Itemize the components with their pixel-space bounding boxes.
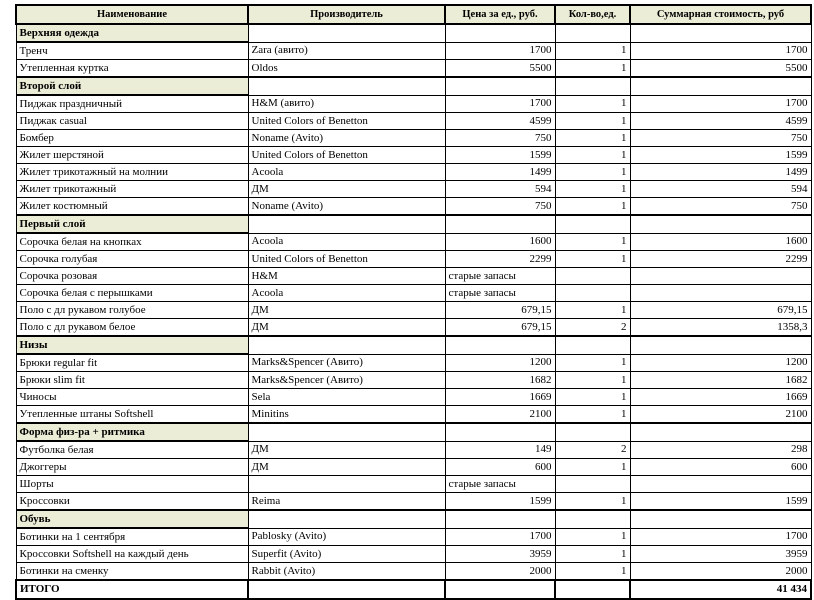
item-name-cell[interactable]: Сорочка белая на кнопках [16, 233, 248, 251]
sum-cell[interactable]: 2100 [630, 406, 811, 424]
maker-cell[interactable]: Superfit (Avito) [248, 546, 445, 563]
table-row [16, 233, 811, 251]
section-title[interactable]: Низы [16, 336, 248, 354]
item-name-cell[interactable]: Футболка белая [16, 441, 248, 459]
item-name-cell[interactable]: Утепленная куртка [16, 60, 248, 78]
maker-cell[interactable]: Zara (авито) [248, 42, 445, 60]
header-qty[interactable]: Кол-во,ед. [555, 5, 630, 24]
table-row [16, 60, 811, 78]
qty-cell[interactable]: 1 [555, 130, 630, 147]
table-row [16, 476, 811, 493]
maker-cell[interactable]: United Colors of Benetton [248, 147, 445, 164]
note-cell[interactable]: старые запасы [445, 268, 555, 285]
sum-cell[interactable]: 1200 [630, 354, 811, 372]
section-row [16, 510, 811, 528]
sum-cell[interactable] [630, 268, 811, 285]
price-cell[interactable]: 3959 [445, 546, 555, 563]
section-empty-cell[interactable] [248, 336, 445, 354]
table-row [16, 95, 811, 113]
price-cell[interactable]: 750 [445, 130, 555, 147]
qty-cell[interactable]: 1 [555, 563, 630, 581]
section-title[interactable]: Второй слой [16, 77, 248, 95]
item-name-cell[interactable]: Ботинки на 1 сентября [16, 528, 248, 546]
qty-cell[interactable]: 1 [555, 198, 630, 216]
maker-cell[interactable] [248, 476, 445, 493]
item-name-cell[interactable]: Жилет трикотажный [16, 181, 248, 198]
section-empty-cell[interactable] [248, 77, 445, 95]
sum-cell[interactable]: 1499 [630, 164, 811, 181]
price-cell[interactable]: 1682 [445, 372, 555, 389]
item-name-cell[interactable]: Сорочка белая с перышками [16, 285, 248, 302]
table-row [16, 441, 811, 459]
table-row [16, 546, 811, 563]
maker-cell[interactable]: Reima [248, 493, 445, 511]
item-name-cell[interactable]: Кроссовки Softshell на каждый день [16, 546, 248, 563]
wardrobe-cost-table [15, 4, 812, 600]
table-row [16, 198, 811, 216]
price-cell[interactable]: 1669 [445, 389, 555, 406]
header-maker[interactable]: Производитель [248, 5, 445, 24]
maker-cell[interactable]: ДМ [248, 459, 445, 476]
item-name-cell[interactable]: Жилет шерстяной [16, 147, 248, 164]
maker-cell[interactable]: Marks&Spencer (Авито) [248, 372, 445, 389]
qty-cell[interactable]: 1 [555, 459, 630, 476]
item-name-cell[interactable]: Кроссовки [16, 493, 248, 511]
item-name-cell[interactable]: Чиносы [16, 389, 248, 406]
section-empty-cell[interactable] [445, 336, 555, 354]
maker-cell[interactable]: Oldos [248, 60, 445, 78]
table-row [16, 389, 811, 406]
sum-cell[interactable]: 600 [630, 459, 811, 476]
price-cell[interactable]: 1599 [445, 493, 555, 511]
item-name-cell[interactable]: Пиджак праздничный [16, 95, 248, 113]
maker-cell[interactable]: Marks&Spencer (Авито) [248, 354, 445, 372]
sum-cell[interactable]: 679,15 [630, 302, 811, 319]
table-row [16, 147, 811, 164]
qty-cell[interactable]: 1 [555, 147, 630, 164]
price-cell[interactable]: 594 [445, 181, 555, 198]
total-value[interactable]: 41 434 [630, 580, 811, 599]
qty-cell[interactable]: 1 [555, 233, 630, 251]
item-name-cell[interactable]: Бомбер [16, 130, 248, 147]
table-row [16, 372, 811, 389]
qty-cell[interactable]: 1 [555, 164, 630, 181]
item-name-cell[interactable]: Брюки slim fit [16, 372, 248, 389]
total-empty-cell[interactable] [445, 580, 555, 599]
price-cell[interactable]: 149 [445, 441, 555, 459]
section-row [16, 215, 811, 233]
price-cell[interactable]: 750 [445, 198, 555, 216]
item-name-cell[interactable]: Жилет трикотажный на молнии [16, 164, 248, 181]
sum-cell[interactable]: 2000 [630, 563, 811, 581]
maker-cell[interactable]: Acoola [248, 285, 445, 302]
section-empty-cell[interactable] [630, 423, 811, 441]
price-cell[interactable]: 2000 [445, 563, 555, 581]
section-empty-cell[interactable] [555, 24, 630, 42]
section-empty-cell[interactable] [445, 215, 555, 233]
qty-cell[interactable]: 1 [555, 251, 630, 268]
maker-cell[interactable]: ДМ [248, 181, 445, 198]
qty-cell[interactable]: 1 [555, 372, 630, 389]
qty-cell[interactable]: 1 [555, 546, 630, 563]
price-cell[interactable]: 1700 [445, 95, 555, 113]
maker-cell[interactable]: H&M (авито) [248, 95, 445, 113]
section-empty-cell[interactable] [445, 510, 555, 528]
maker-cell[interactable]: ДМ [248, 319, 445, 337]
sum-cell[interactable]: 2299 [630, 251, 811, 268]
maker-cell[interactable]: United Colors of Benetton [248, 251, 445, 268]
sum-cell[interactable]: 4599 [630, 113, 811, 130]
sum-cell[interactable]: 1669 [630, 389, 811, 406]
item-name-cell[interactable]: Пиджак casual [16, 113, 248, 130]
section-empty-cell[interactable] [555, 215, 630, 233]
table-row [16, 528, 811, 546]
qty-cell[interactable]: 1 [555, 60, 630, 78]
section-empty-cell[interactable] [630, 77, 811, 95]
table-row [16, 319, 811, 337]
maker-cell[interactable]: Noname (Avito) [248, 130, 445, 147]
section-empty-cell[interactable] [555, 336, 630, 354]
total-label[interactable]: ИТОГО [16, 580, 248, 599]
sum-cell[interactable] [630, 285, 811, 302]
price-cell[interactable]: 1700 [445, 528, 555, 546]
table-row [16, 164, 811, 181]
section-empty-cell[interactable] [630, 336, 811, 354]
total-row [16, 580, 811, 599]
section-empty-cell[interactable] [248, 510, 445, 528]
price-cell[interactable]: 1200 [445, 354, 555, 372]
section-title[interactable]: Первый слой [16, 215, 248, 233]
maker-cell[interactable]: ДМ [248, 441, 445, 459]
sum-cell[interactable]: 1600 [630, 233, 811, 251]
section-empty-cell[interactable] [248, 215, 445, 233]
note-cell[interactable]: старые запасы [445, 285, 555, 302]
sum-cell[interactable]: 750 [630, 130, 811, 147]
price-cell[interactable]: 2100 [445, 406, 555, 424]
table-row [16, 268, 811, 285]
qty-cell[interactable]: 1 [555, 354, 630, 372]
maker-cell[interactable]: Rabbit (Avito) [248, 563, 445, 581]
section-empty-cell[interactable] [445, 77, 555, 95]
qty-cell[interactable]: 1 [555, 113, 630, 130]
table-row [16, 285, 811, 302]
qty-cell[interactable] [555, 476, 630, 493]
item-name-cell[interactable]: Утепленные штаны Softshell [16, 406, 248, 424]
maker-cell[interactable]: Minitins [248, 406, 445, 424]
item-name-cell[interactable]: Джоггеры [16, 459, 248, 476]
table-row [16, 459, 811, 476]
table-row [16, 302, 811, 319]
item-name-cell[interactable]: Сорочка голубая [16, 251, 248, 268]
spreadsheet [15, 4, 810, 593]
maker-cell[interactable]: United Colors of Benetton [248, 113, 445, 130]
sum-cell[interactable]: 1700 [630, 42, 811, 60]
table-row [16, 42, 811, 60]
total-empty-cell[interactable] [555, 580, 630, 599]
sum-cell[interactable]: 298 [630, 441, 811, 459]
section-empty-cell[interactable] [445, 24, 555, 42]
item-name-cell[interactable]: Брюки regular fit [16, 354, 248, 372]
qty-cell[interactable]: 1 [555, 389, 630, 406]
item-name-cell[interactable]: Поло с дл рукавом белое [16, 319, 248, 337]
section-empty-cell[interactable] [555, 423, 630, 441]
header-row [16, 5, 811, 24]
table-row [16, 493, 811, 511]
price-cell[interactable]: 5500 [445, 60, 555, 78]
price-cell[interactable]: 1499 [445, 164, 555, 181]
table-row [16, 563, 811, 581]
sum-cell[interactable]: 750 [630, 198, 811, 216]
section-empty-cell[interactable] [630, 215, 811, 233]
price-cell[interactable]: 2299 [445, 251, 555, 268]
item-name-cell[interactable]: Сорочка розовая [16, 268, 248, 285]
table-row [16, 354, 811, 372]
section-empty-cell[interactable] [248, 24, 445, 42]
price-cell[interactable]: 1700 [445, 42, 555, 60]
section-empty-cell[interactable] [248, 423, 445, 441]
qty-cell[interactable]: 1 [555, 406, 630, 424]
qty-cell[interactable]: 1 [555, 302, 630, 319]
price-cell[interactable]: 4599 [445, 113, 555, 130]
sum-cell[interactable]: 1700 [630, 95, 811, 113]
table-row [16, 130, 811, 147]
qty-cell[interactable]: 2 [555, 441, 630, 459]
table-row [16, 406, 811, 424]
price-cell[interactable]: 1600 [445, 233, 555, 251]
price-cell[interactable]: 1599 [445, 147, 555, 164]
section-title[interactable]: Обувь [16, 510, 248, 528]
header-sum[interactable]: Суммарная стоимость, руб [630, 5, 811, 24]
qty-cell[interactable]: 1 [555, 528, 630, 546]
sum-cell[interactable]: 1358,3 [630, 319, 811, 337]
qty-cell[interactable]: 1 [555, 42, 630, 60]
qty-cell[interactable]: 1 [555, 181, 630, 198]
sum-cell[interactable]: 594 [630, 181, 811, 198]
section-row [16, 423, 811, 441]
qty-cell[interactable] [555, 285, 630, 302]
item-name-cell[interactable]: Жилет костюмный [16, 198, 248, 216]
section-empty-cell[interactable] [630, 24, 811, 42]
table-body [16, 24, 811, 580]
sum-cell[interactable]: 3959 [630, 546, 811, 563]
maker-cell[interactable]: Sela [248, 389, 445, 406]
item-name-cell[interactable]: Поло с дл рукавом голубое [16, 302, 248, 319]
total-empty-cell[interactable] [248, 580, 445, 599]
section-empty-cell[interactable] [555, 77, 630, 95]
price-cell[interactable]: 679,15 [445, 302, 555, 319]
qty-cell[interactable]: 1 [555, 95, 630, 113]
table-row [16, 251, 811, 268]
section-empty-cell[interactable] [445, 423, 555, 441]
sum-cell[interactable] [630, 476, 811, 493]
note-cell[interactable]: старые запасы [445, 476, 555, 493]
qty-cell[interactable] [555, 268, 630, 285]
maker-cell[interactable]: Acoola [248, 164, 445, 181]
qty-cell[interactable]: 2 [555, 319, 630, 337]
item-name-cell[interactable]: Тренч [16, 42, 248, 60]
sum-cell[interactable]: 1599 [630, 147, 811, 164]
qty-cell[interactable]: 1 [555, 493, 630, 511]
maker-cell[interactable]: Pablosky (Avito) [248, 528, 445, 546]
sum-cell[interactable]: 1599 [630, 493, 811, 511]
header-price[interactable]: Цена за ед., руб. [445, 5, 555, 24]
sum-cell[interactable]: 5500 [630, 60, 811, 78]
maker-cell[interactable]: H&M [248, 268, 445, 285]
sum-cell[interactable]: 1700 [630, 528, 811, 546]
maker-cell[interactable]: Noname (Avito) [248, 198, 445, 216]
section-empty-cell[interactable] [630, 510, 811, 528]
maker-cell[interactable]: ДМ [248, 302, 445, 319]
price-cell[interactable]: 600 [445, 459, 555, 476]
section-row [16, 77, 811, 95]
header-name[interactable]: Наименование [16, 5, 248, 24]
section-title[interactable]: Верхняя одежда [16, 24, 248, 42]
item-name-cell[interactable]: Шорты [16, 476, 248, 493]
table-row [16, 113, 811, 130]
table-row [16, 181, 811, 198]
section-row [16, 336, 811, 354]
price-cell[interactable]: 679,15 [445, 319, 555, 337]
item-name-cell[interactable]: Ботинки на сменку [16, 563, 248, 581]
section-row [16, 24, 811, 42]
sum-cell[interactable]: 1682 [630, 372, 811, 389]
section-empty-cell[interactable] [555, 510, 630, 528]
section-title[interactable]: Форма физ-ра + ритмика [16, 423, 248, 441]
maker-cell[interactable]: Acoola [248, 233, 445, 251]
